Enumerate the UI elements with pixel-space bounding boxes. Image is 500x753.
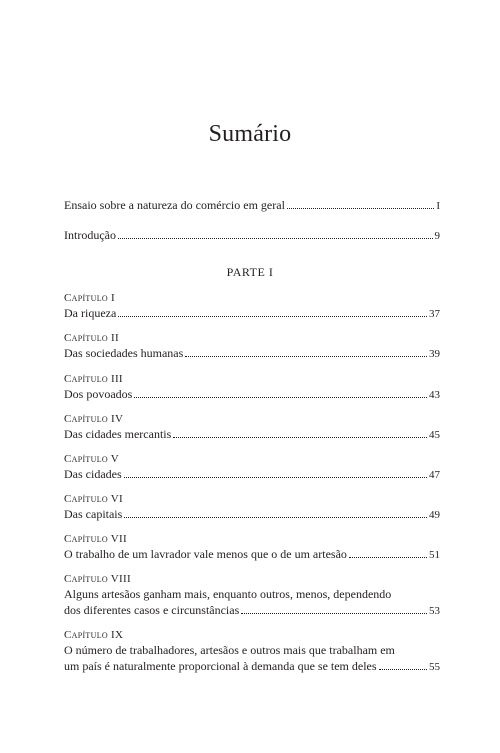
chapter-title-line-1: Alguns artesãos ganham mais, enquanto outros, menos, dependendo (64, 587, 392, 601)
chapter-title: Dos povoados (64, 387, 133, 401)
chapter-title: Das capitais (64, 507, 123, 521)
dot-leader (349, 556, 427, 558)
chapter-page-number: 37 (429, 308, 440, 320)
chapter-label: Capítulo I (64, 292, 115, 304)
dot-leader (185, 355, 427, 357)
toc-chapter-3 (64, 373, 440, 403)
chapter-label: Capítulo III (64, 373, 123, 385)
chapter-title: Das cidades mercantis (64, 427, 172, 441)
chapter-label: Capítulo VI (64, 493, 124, 505)
chapter-title: Da riqueza (64, 306, 117, 320)
chapter-title-line-2: dos diferentes casos e circunstâncias (64, 603, 240, 617)
dot-leader (379, 668, 427, 670)
chapter-title: Das sociedades humanas (64, 346, 184, 360)
toc-chapter-8 (64, 573, 440, 619)
entry-title: Ensaio sobre a natureza do comércio em geral (64, 198, 285, 212)
dot-leader (118, 237, 433, 239)
chapter-label: Capítulo VIII (64, 573, 131, 585)
chapter-label: Capítulo IX (64, 629, 124, 641)
toc-chapter-5 (64, 453, 440, 483)
chapter-page-number: 53 (429, 605, 440, 617)
entry-page-number: I (436, 200, 440, 212)
dot-leader (241, 612, 427, 614)
chapter-label: Capítulo V (64, 453, 120, 465)
part-heading: PARTE I (226, 265, 274, 279)
toc-entry-essay (64, 197, 440, 214)
dot-leader (124, 476, 427, 478)
entry-page-number: 9 (434, 230, 440, 242)
dot-leader (287, 207, 434, 209)
toc-chapter-7 (64, 533, 440, 563)
chapter-page-number: 49 (429, 509, 440, 521)
toc-chapter-1 (64, 292, 440, 322)
chapter-page-number: 45 (429, 429, 440, 441)
dot-leader (134, 396, 427, 398)
toc-chapter-9 (64, 629, 440, 675)
entry-title: Introdução (64, 228, 116, 242)
dot-leader (124, 516, 427, 518)
chapter-page-number: 43 (429, 389, 440, 401)
toc-entry-introduction (64, 227, 440, 244)
chapter-title: O trabalho de um lavrador vale menos que o de um artesão (64, 547, 347, 561)
toc-chapter-6 (64, 493, 440, 523)
chapter-title: Das cidades (64, 467, 122, 481)
dot-leader (173, 436, 427, 438)
chapter-page-number: 39 (429, 348, 440, 360)
chapter-page-number: 51 (429, 549, 440, 561)
chapter-title-line-1: O número de trabalhadores, artesãos e outros mais que trabalham em (64, 643, 395, 657)
chapter-label: Capítulo IV (64, 413, 124, 425)
toc-chapter-4 (64, 413, 440, 443)
toc-chapter-2 (64, 332, 440, 362)
page-title: Sumário (208, 121, 292, 147)
chapter-page-number: 55 (429, 661, 440, 673)
chapter-page-number: 47 (429, 469, 440, 481)
dot-leader (118, 315, 427, 317)
chapter-label: Capítulo II (64, 332, 119, 344)
chapter-label: Capítulo VII (64, 533, 127, 545)
chapter-title-line-2: um país é naturalmente proporcional à demanda que se tem deles (64, 659, 377, 673)
